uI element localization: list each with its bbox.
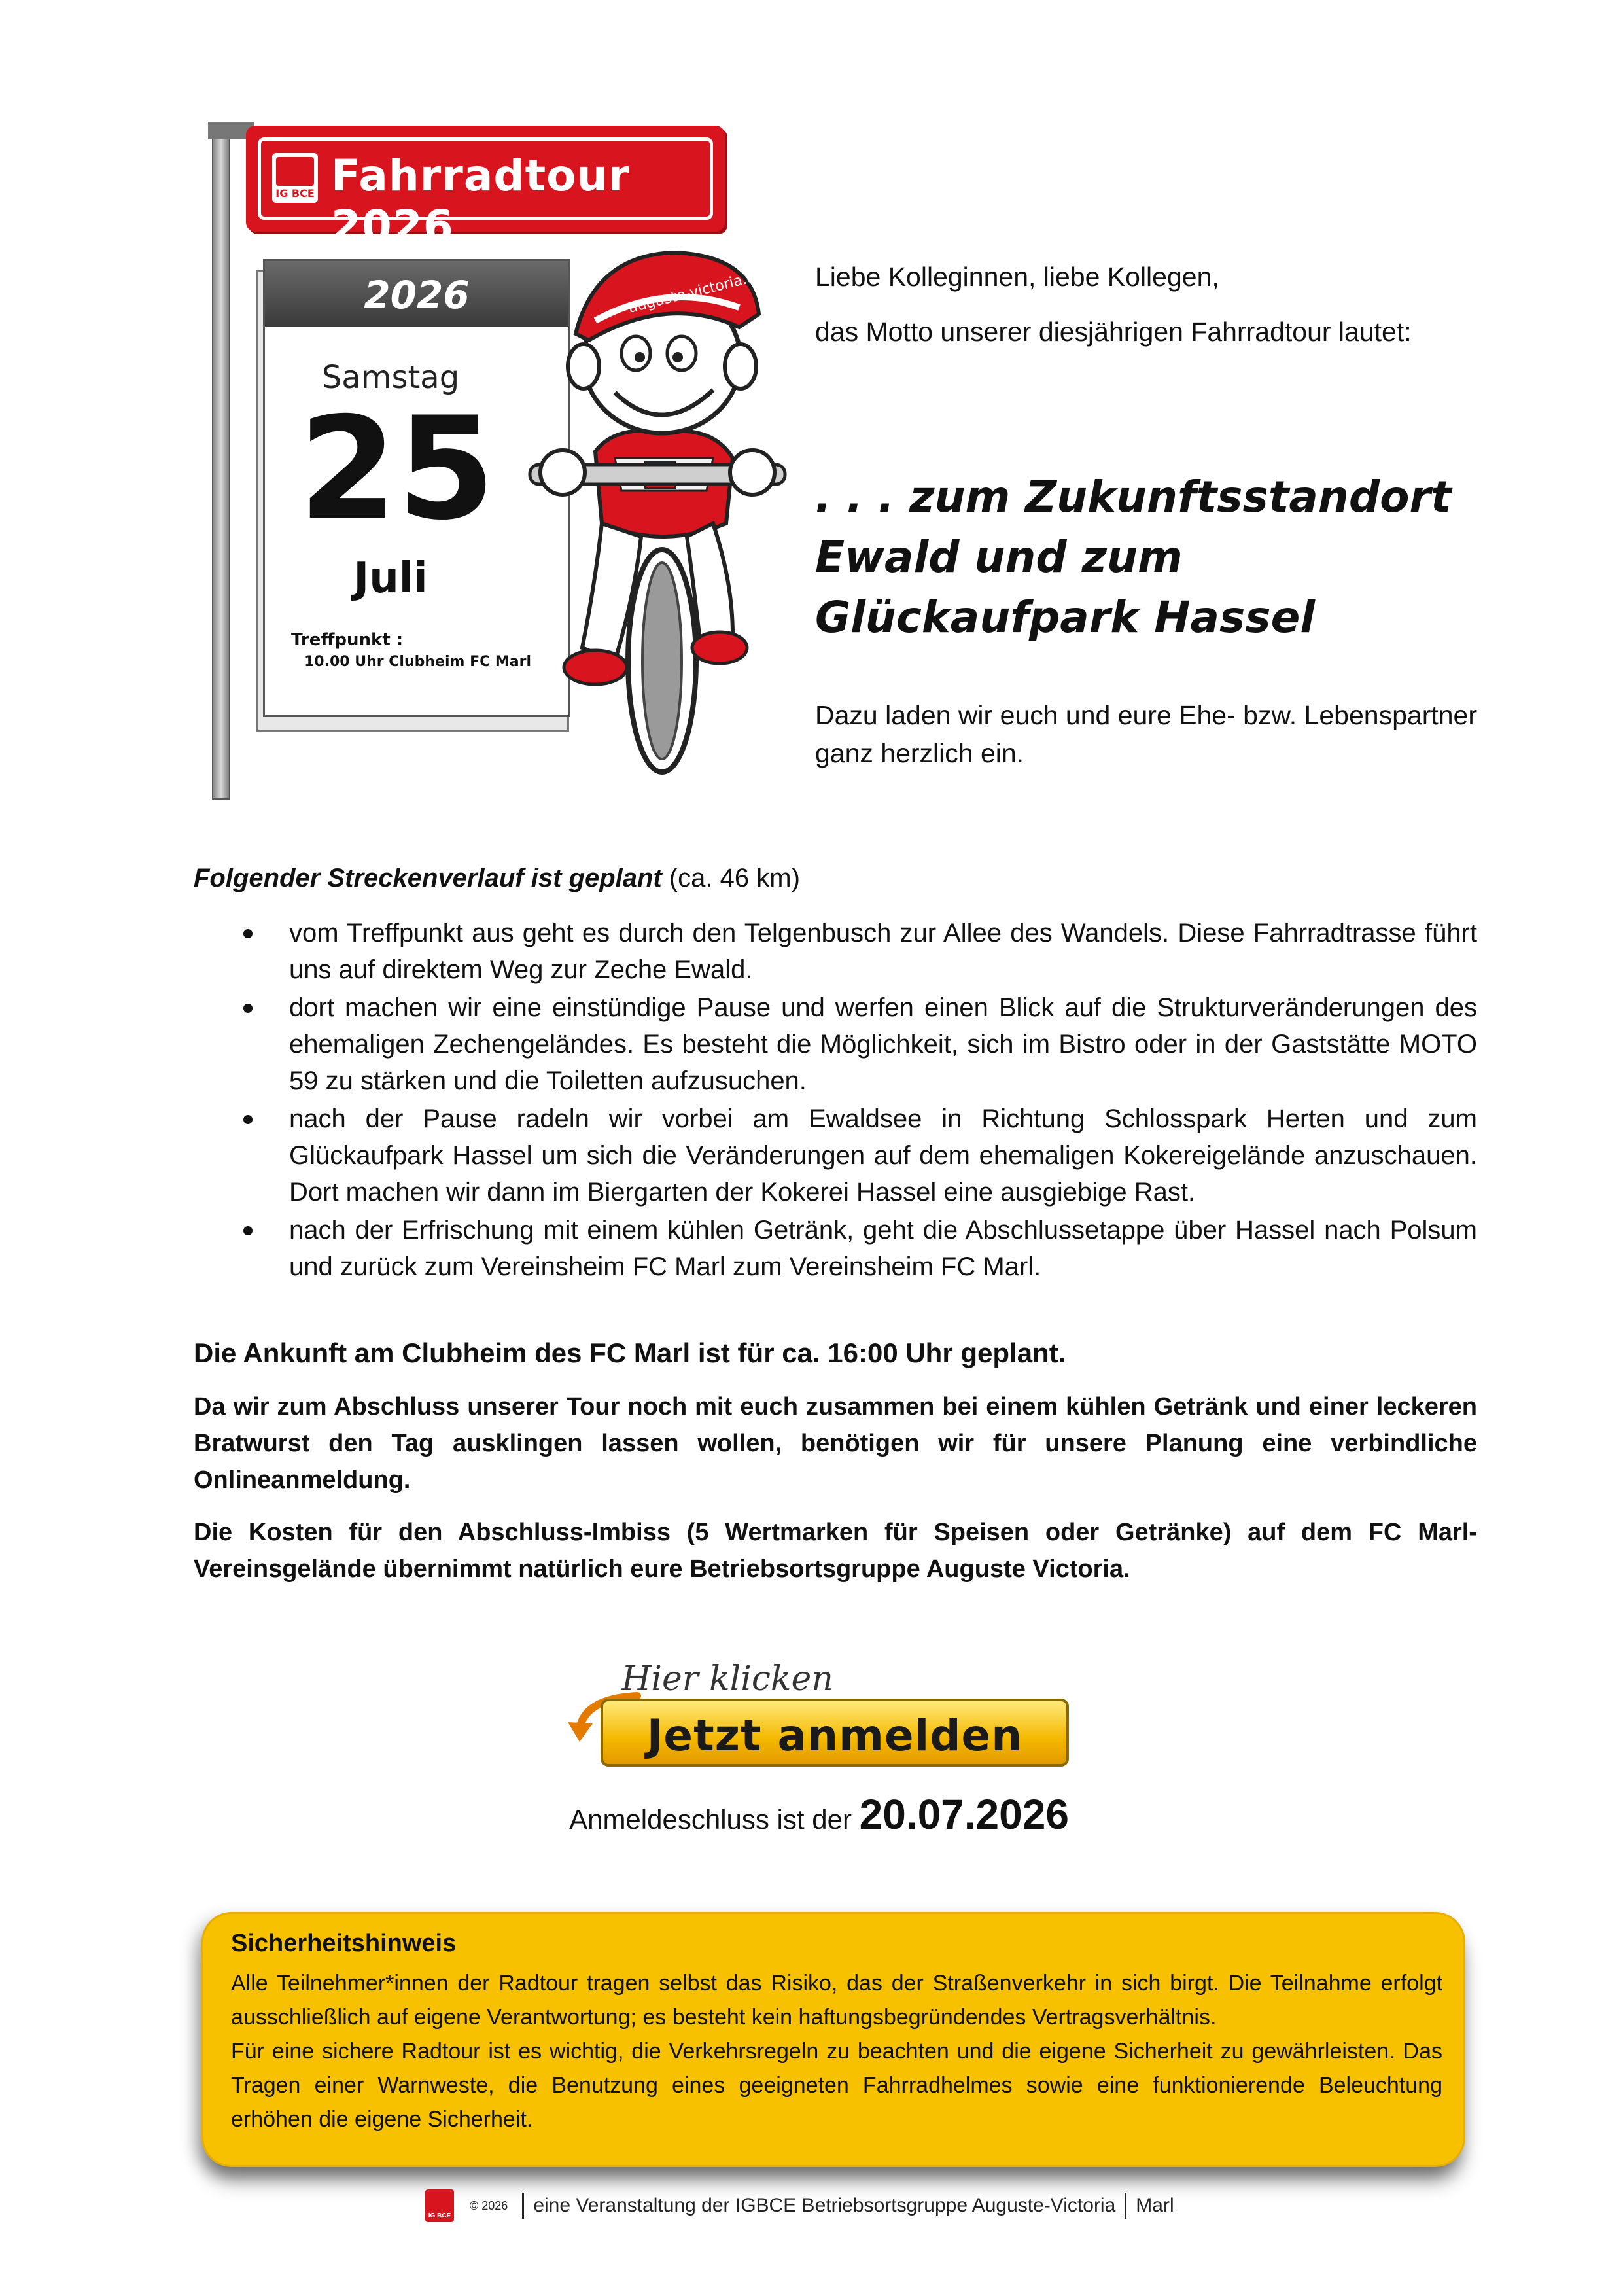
motto-line-3: Glückaufpark Hassel (815, 592, 1315, 643)
greeting: Liebe Kolleginnen, liebe Kollegen, (815, 262, 1219, 292)
igbce-logo: IG BCE (272, 153, 318, 203)
motto-line-1: . . . zum Zukunftsstandort (815, 472, 1452, 522)
meeting-detail: 10.00 Uhr Clubheim FC Marl (304, 654, 532, 670)
sign-title: Fahrradtour 2026 (331, 150, 631, 251)
deadline-date: 20.07.2026 (859, 1791, 1069, 1838)
signpost-pole (212, 122, 230, 800)
registration-note: Da wir zum Abschluss unserer Tour noch mit euch zusammen bei einem kühlen Getränk und einer leckeren Bratwurst den Tag ausklingen lassen wollen, benötigen wir für unsere Planung eine verbindliche Onlineanmeldung. (194, 1393, 1477, 1494)
arrival-text: Die Ankunft am Clubheim des FC Marl ist für ca. 16:00 Uhr geplant. (194, 1337, 1066, 1368)
bullet-icon (243, 1226, 253, 1235)
calendar-month: Juli (353, 554, 428, 603)
deadline: Anmeldeschluss ist der 20.07.2026 (569, 1791, 1069, 1838)
meeting-label: Treffpunkt : (291, 630, 404, 650)
safety-notice (201, 1912, 1465, 2167)
route-item: dort machen wir eine einstündige Pause und werfen einen Blick auf die Strukturveränderungen des ehemaligen Zechengeländes. Es besteht die Möglichkeit, sich im Bistro oder in der Gaststätte MOTO 59 zu stärken und die Toiletten aufzusuchen. (194, 989, 1477, 1099)
register-button-group[interactable] (565, 1659, 1075, 1768)
motto-line-2: Ewald und zum (815, 532, 1183, 582)
bullet-icon (243, 1004, 253, 1013)
invitation-text: Dazu laden wir euch und eure Ehe- bzw. Lebenspartner ganz herzlich ein. (815, 700, 1477, 768)
cyclist-mascot-icon (517, 242, 798, 785)
calendar-day: 25 (298, 387, 496, 551)
tour-sign (246, 126, 725, 251)
motto-intro: das Motto unserer diesjährigen Fahrradtour lautet: (815, 317, 1412, 347)
footer-copyright: © 2026 (470, 2199, 508, 2212)
route-distance: (ca. 46 km) (661, 864, 800, 892)
footer-text: eine Veranstaltung der IGBCE Betriebsortsgruppe Auguste-Victoria (533, 2195, 1116, 2216)
safety-text: Alle Teilnehmer*innen der Radtour tragen selbst das Risiko, das der Straßenverkehr in sich birgt. Die Teilnahme erfolgt ausschließlich auf eigene Verantwortung; es besteht kein haftungsbegründendes Vertragsverhältnis. Für eine sichere Radtour ist es wichtig, die Verkehrsregeln zu beachten und die eigene Sicherheit zu gewährleisten. Das Tragen einer Warnweste, die Benutzung eines geeigneten Fahrradhelmes sowie eine funktionierende Beleuchtung erhöhen die eigene Sicherheit. (231, 1971, 1442, 2132)
route-list (194, 915, 1477, 1286)
route-item: nach der Erfrischung mit einem kühlen Getränk, geht die Abschlussetappe über Hassel nach Polsum und zurück zum Vereinsheim FC Marl zum Vereinsheim FC Marl. (194, 1212, 1477, 1285)
route-item: vom Treffpunkt aus geht es durch den Telgenbusch zur Allee des Wandels. Diese Fahrradtrasse führt uns auf direktem Weg zur Zeche Ewald. (194, 915, 1477, 988)
footer (425, 2189, 1174, 2222)
bullet-icon (243, 929, 253, 938)
route-heading: Folgender Streckenverlauf ist geplant (ca. 46 km) (194, 864, 800, 892)
calendar-weekday: Samstag (321, 359, 460, 396)
helmet-text: auguste-victoria.de (627, 267, 766, 317)
igbce-footer-logo-icon: IG BCE (425, 2189, 454, 2222)
route-item: nach der Pause radeln wir vorbei am Ewaldsee in Richtung Schlosspark Herten und zum Glückaufpark Hassel um sich die Veränderungen auf dem ehemaligen Kokereigelände anzuschauen. Dort machen wir dann im Biergarten der Kokerei Hassel eine ausgiebige Rast. (194, 1101, 1477, 1210)
register-button[interactable]: Jetzt anmelden (601, 1699, 1069, 1767)
calendar-year: 2026 (364, 273, 470, 317)
footer-place: Marl (1136, 2195, 1174, 2216)
bullet-icon (243, 1115, 253, 1124)
click-hint: Hier klicken (621, 1659, 833, 1699)
costs-note: Die Kosten für den Abschluss-Imbiss (5 Wertmarken für Speisen oder Getränke) auf dem FC Marl-Vereinsgelände übernimmt natürlich eure Betriebsortsgruppe Auguste Victoria. (194, 1519, 1477, 1583)
safety-title: Sicherheitshinweis (231, 1930, 457, 1957)
